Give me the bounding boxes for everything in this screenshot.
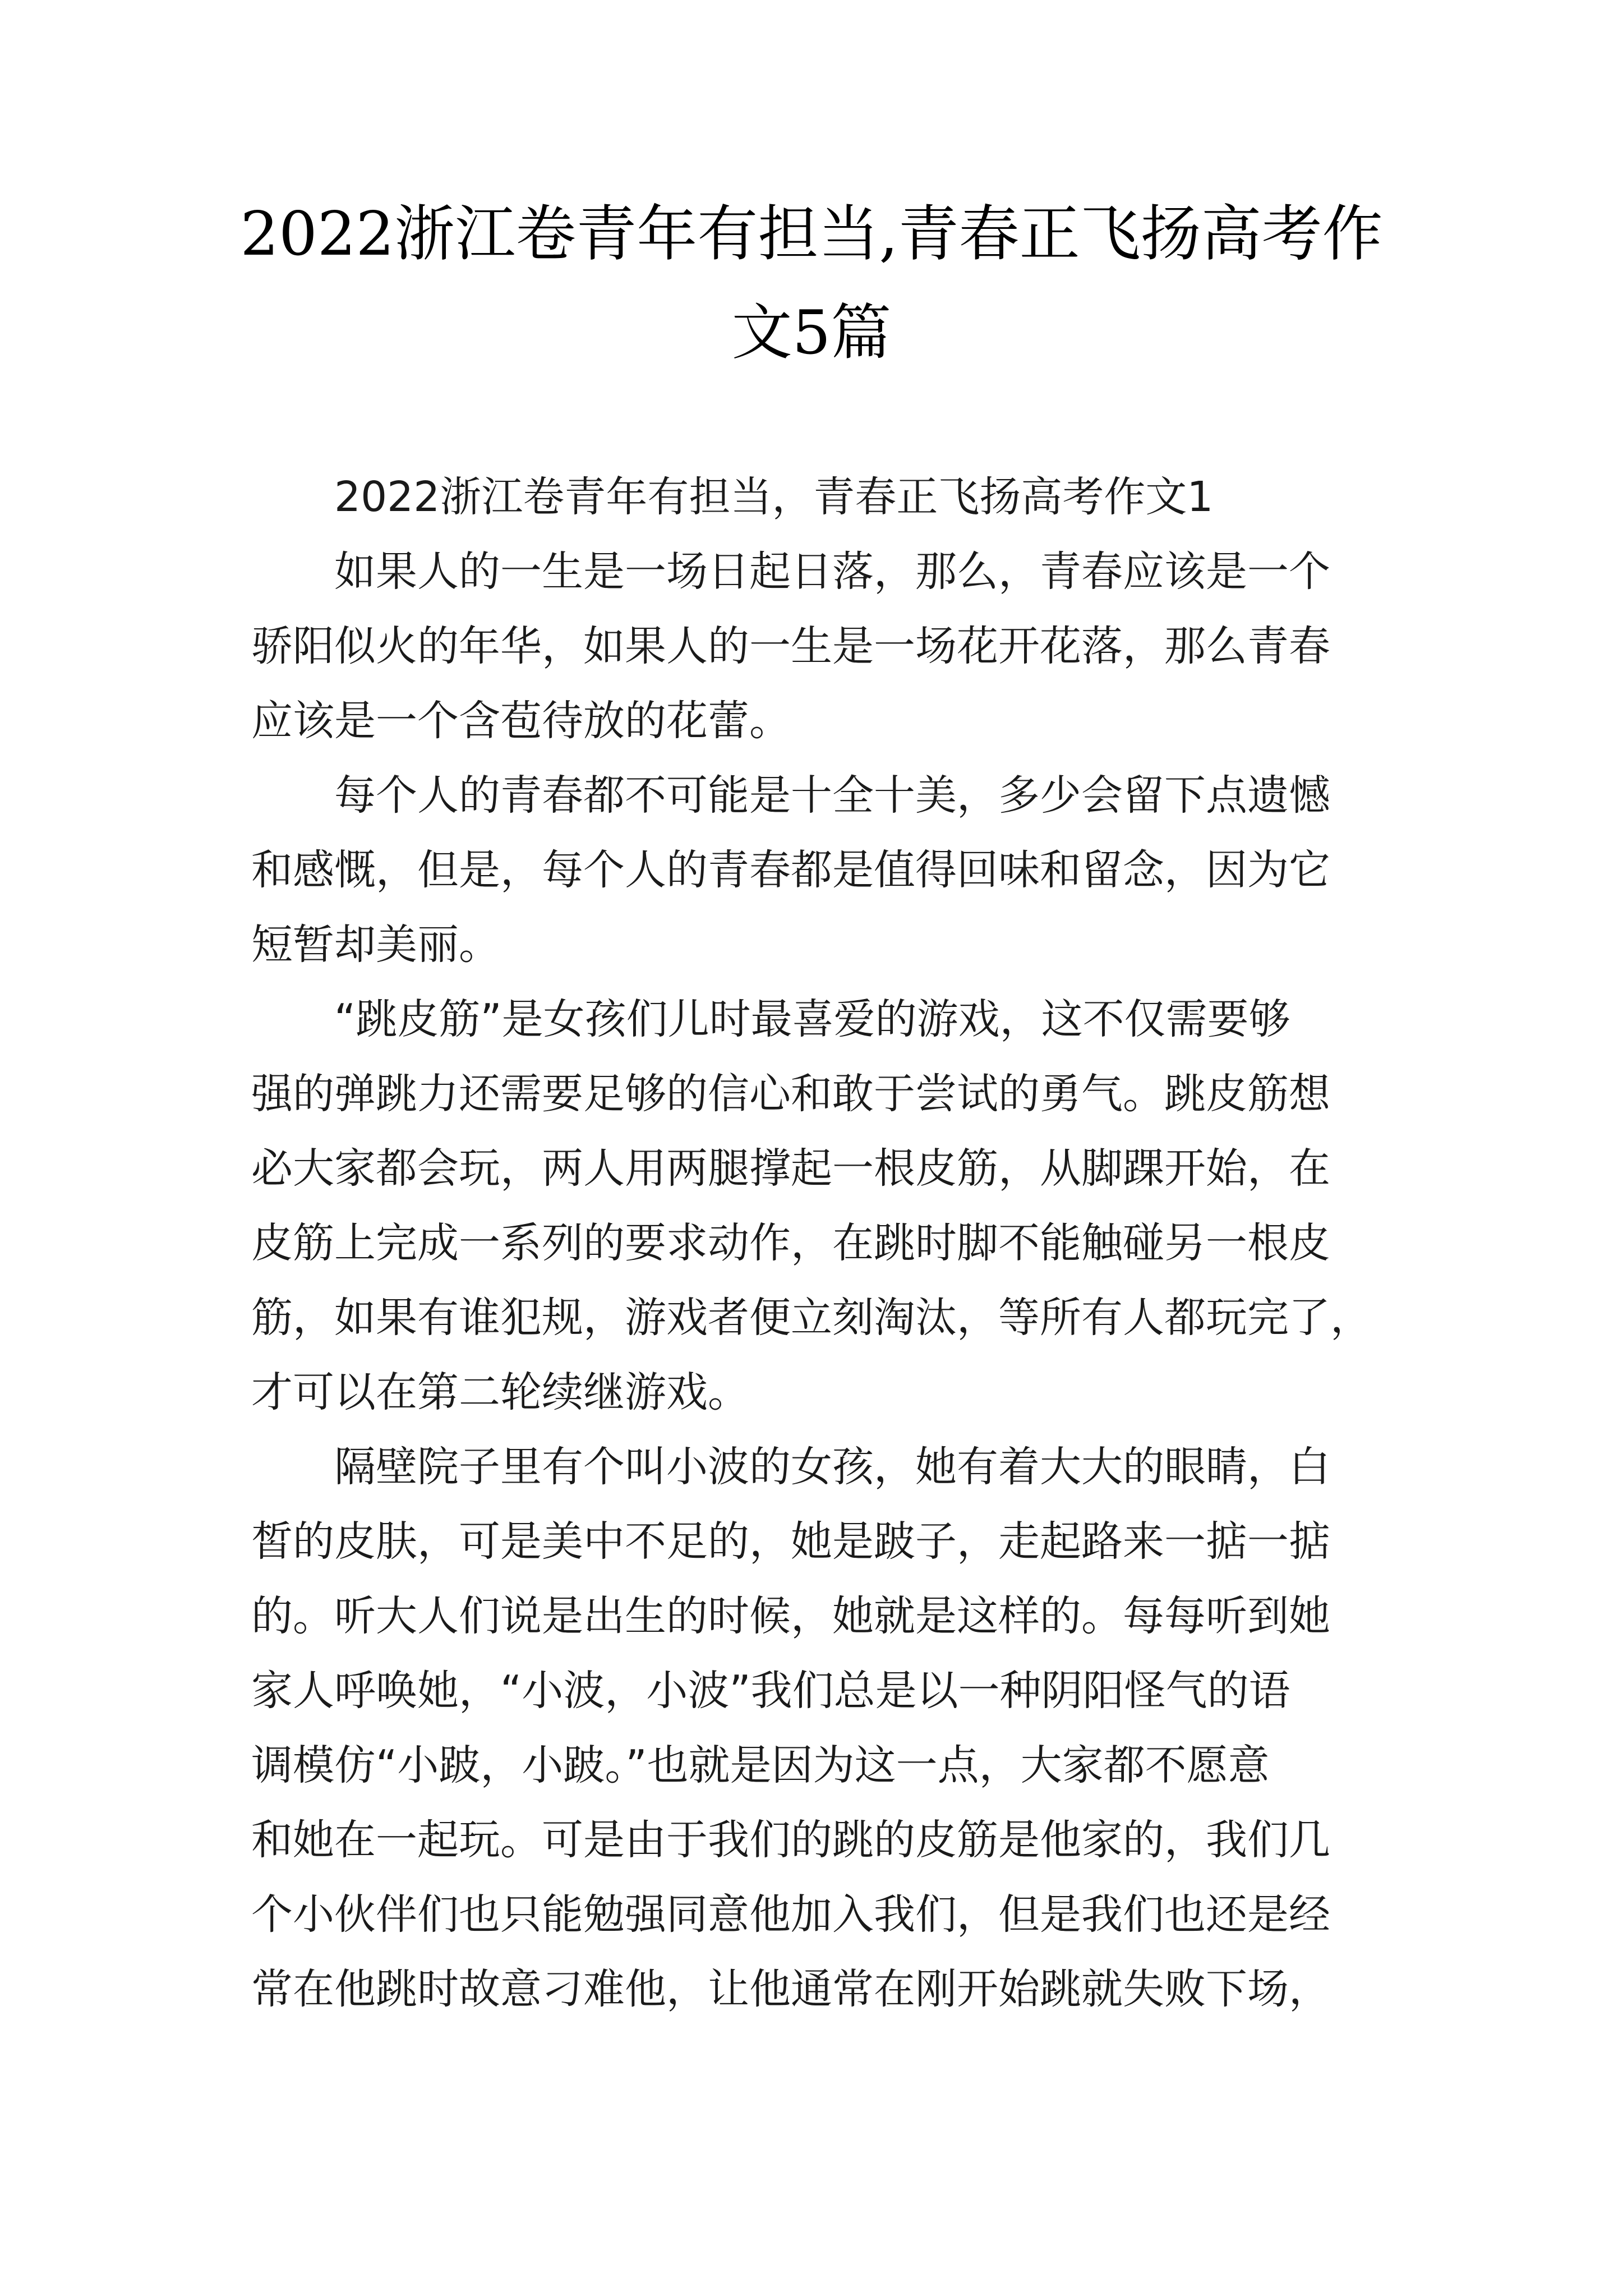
text-line: 强的弹跳力还需要足够的信心和敢于尝试的勇气。跳皮筋想 bbox=[251, 1070, 1330, 1118]
subtitle-line: 2022浙江卷青年有担当，青春正飞扬高考作文1 bbox=[334, 473, 1214, 521]
title-line: 文5篇 bbox=[731, 298, 892, 368]
text-line: 才可以在第二轮续继游戏。 bbox=[251, 1368, 749, 1416]
text-line: 和感慨，但是，每个人的青春都是值得回味和留念，因为它 bbox=[251, 846, 1330, 894]
essay-subtitle bbox=[251, 460, 1384, 535]
text-line: 如果人的一生是一场日起日落，那么，青春应该是一个 bbox=[334, 547, 1330, 596]
text-line: 常在他跳时故意刁难他，让他通常在刚开始跳就失败下场， bbox=[251, 1965, 1330, 2013]
text-line: 应该是一个含苞待放的花蕾。 bbox=[251, 697, 791, 745]
paragraph bbox=[251, 758, 1384, 982]
text-line: 每个人的青春都不可能是十全十美，多少会留下点遗憾 bbox=[334, 771, 1330, 820]
text-line: 皙的皮肤，可是美中不足的，她是跛子，走起路来一掂一掂 bbox=[251, 1517, 1330, 1566]
text-line: “跳皮筋”是女孩们儿时最喜爱的游戏，这不仅需要够 bbox=[334, 995, 1290, 1043]
paragraph bbox=[251, 1430, 1384, 2027]
text-line: 必大家都会玩，两人用两腿撑起一根皮筋，从脚踝开始，在 bbox=[251, 1144, 1330, 1193]
title-line: 2022浙江卷青年有担当,青春正飞扬高考作 bbox=[240, 199, 1383, 269]
text-line: 短暂却美丽。 bbox=[251, 921, 500, 969]
text-line: 和她在一起玩。可是由于我们的跳的皮筋是他家的，我们几 bbox=[251, 1816, 1330, 1864]
text-line: 家人呼唤她，“小波，小波”我们总是以一种阴阳怪气的语 bbox=[251, 1667, 1290, 1715]
text-line: 调模仿“小跛，小跛。”也就是因为这一点，大家都不愿意 bbox=[251, 1741, 1270, 1789]
text-line: 骄阳似火的年华，如果人的一生是一场花开花落，那么青春 bbox=[251, 622, 1330, 670]
paragraph bbox=[251, 535, 1384, 758]
text-line: 隔壁院子里有个叫小波的女孩，她有着大大的眼睛，白 bbox=[334, 1443, 1330, 1491]
paragraph bbox=[251, 982, 1384, 1430]
text-line: 个小伙伴们也只能勉强同意他加入我们，但是我们也还是经 bbox=[251, 1890, 1330, 1939]
document-title bbox=[213, 185, 1410, 383]
text-line: 皮筋上完成一系列的要求动作，在跳时脚不能触碰另一根皮 bbox=[251, 1219, 1330, 1267]
text-line: 的。听大人们说是出生的时候，她就是这样的。每每听到她 bbox=[251, 1592, 1330, 1640]
document-body bbox=[251, 460, 1384, 2027]
text-line: 筋，如果有谁犯规，游戏者便立刻淘汰，等所有人都玩完了， bbox=[251, 1294, 1372, 1342]
